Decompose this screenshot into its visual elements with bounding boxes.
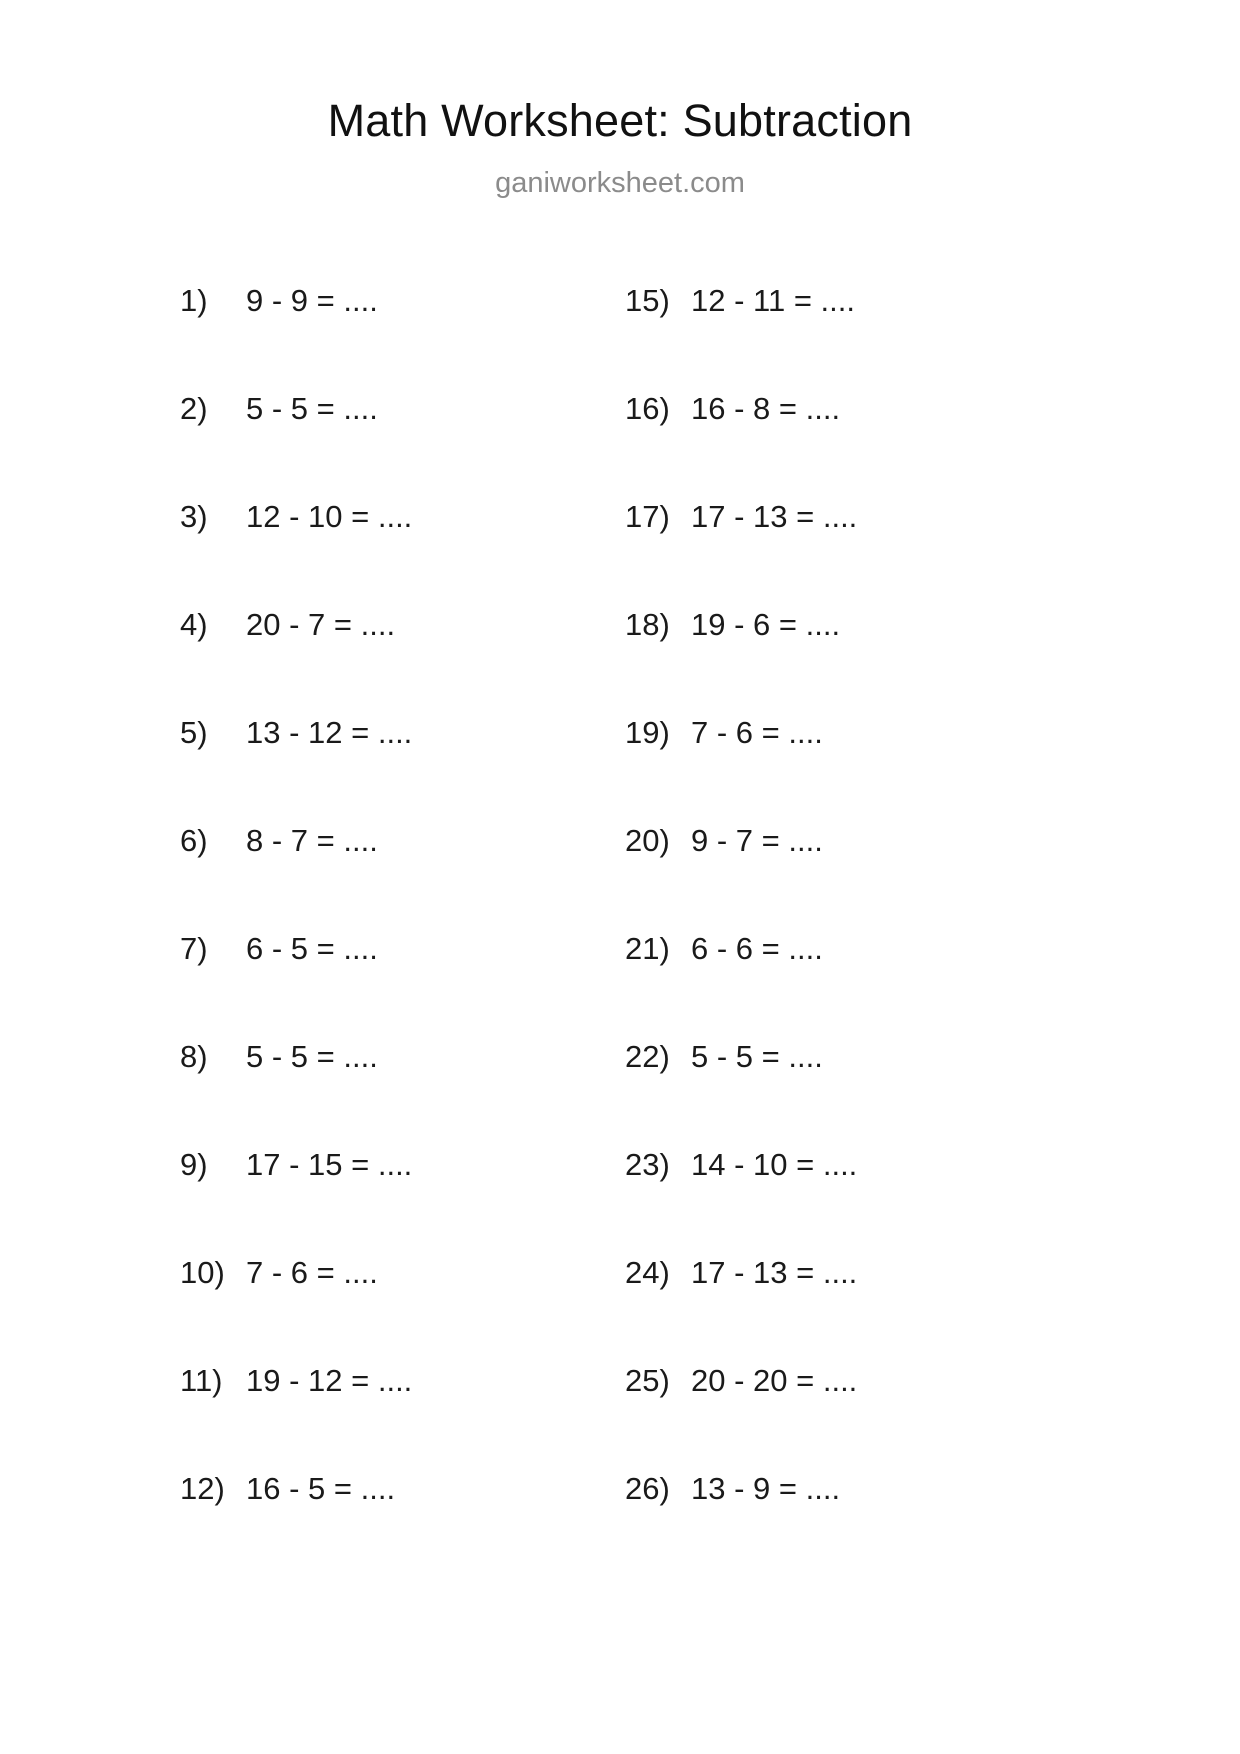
problem-number: 20) — [625, 823, 670, 858]
problem-item — [180, 933, 625, 1041]
problem-expression: 7 - 6 = .... — [246, 1255, 378, 1290]
problem-expression: 17 - 15 = .... — [246, 1147, 413, 1182]
problem-expression: 5 - 5 = .... — [246, 1039, 378, 1074]
problem-expression: 17 - 13 = .... — [691, 499, 858, 534]
problem-item — [180, 393, 625, 501]
problem-item — [625, 1257, 1070, 1365]
problem-item — [625, 501, 1070, 609]
problem-expression: 16 - 5 = .... — [246, 1471, 396, 1506]
problem-number: 25) — [625, 1363, 670, 1398]
problem-expression: 6 - 5 = .... — [246, 931, 378, 966]
problem-number: 1) — [180, 283, 208, 318]
problem-number: 8) — [180, 1039, 208, 1074]
problem-item — [180, 1365, 625, 1473]
problem-expression: 9 - 7 = .... — [691, 823, 823, 858]
problems-container — [0, 200, 1240, 1581]
problems-column-right — [625, 285, 1070, 1581]
problem-item — [180, 1257, 625, 1365]
problem-number: 26) — [625, 1471, 670, 1506]
site-attribution: ganiworksheet.com — [495, 167, 745, 199]
problem-item — [625, 285, 1070, 393]
problem-expression: 5 - 5 = .... — [691, 1039, 823, 1074]
problem-number: 15) — [625, 283, 670, 318]
page-title: Math Worksheet: Subtraction — [327, 95, 913, 146]
problem-item — [625, 1149, 1070, 1257]
problem-number: 2) — [180, 391, 208, 426]
problem-number: 5) — [180, 715, 208, 750]
problem-item — [180, 609, 625, 717]
problem-item — [625, 1473, 1070, 1581]
problem-number: 11) — [180, 1363, 223, 1398]
problem-expression: 6 - 6 = .... — [691, 931, 823, 966]
problem-number: 23) — [625, 1147, 670, 1182]
problem-expression: 16 - 8 = .... — [691, 391, 841, 426]
problem-number: 22) — [625, 1039, 670, 1074]
problem-item — [180, 1149, 625, 1257]
problem-item — [625, 825, 1070, 933]
problem-item — [625, 1365, 1070, 1473]
problem-item — [180, 285, 625, 393]
problem-number: 24) — [625, 1255, 670, 1290]
problem-number: 18) — [625, 607, 670, 642]
problem-item — [625, 717, 1070, 825]
problem-number: 12) — [180, 1471, 225, 1506]
problem-expression: 20 - 20 = .... — [691, 1363, 858, 1398]
problem-expression: 9 - 9 = .... — [246, 283, 378, 318]
problem-item — [625, 1041, 1070, 1149]
problem-item — [625, 393, 1070, 501]
problem-item — [180, 501, 625, 609]
problem-expression: 7 - 6 = .... — [691, 715, 823, 750]
problem-number: 3) — [180, 499, 208, 534]
problem-expression: 19 - 12 = .... — [246, 1363, 413, 1398]
problem-expression: 5 - 5 = .... — [246, 391, 378, 426]
problem-number: 19) — [625, 715, 670, 750]
problem-item — [180, 825, 625, 933]
problem-item — [625, 609, 1070, 717]
problem-expression: 20 - 7 = .... — [246, 607, 396, 642]
problem-expression: 17 - 13 = .... — [691, 1255, 858, 1290]
problem-item — [180, 1041, 625, 1149]
problem-expression: 14 - 10 = .... — [691, 1147, 858, 1182]
problem-item — [180, 717, 625, 825]
problem-number: 6) — [180, 823, 208, 858]
problem-number: 16) — [625, 391, 670, 426]
problem-number: 17) — [625, 499, 670, 534]
problem-expression: 12 - 11 = .... — [691, 283, 855, 318]
problem-number: 4) — [180, 607, 208, 642]
problem-expression: 13 - 9 = .... — [691, 1471, 841, 1506]
problem-expression: 12 - 10 = .... — [246, 499, 413, 534]
problems-column-left — [180, 285, 625, 1581]
problem-expression: 19 - 6 = .... — [691, 607, 841, 642]
problem-expression: 13 - 12 = .... — [246, 715, 413, 750]
problem-number: 9) — [180, 1147, 208, 1182]
problem-expression: 8 - 7 = .... — [246, 823, 378, 858]
problem-number: 7) — [180, 931, 208, 966]
problem-number: 10) — [180, 1255, 225, 1290]
problem-item — [625, 933, 1070, 1041]
problem-number: 21) — [625, 931, 670, 966]
problem-item — [180, 1473, 625, 1581]
